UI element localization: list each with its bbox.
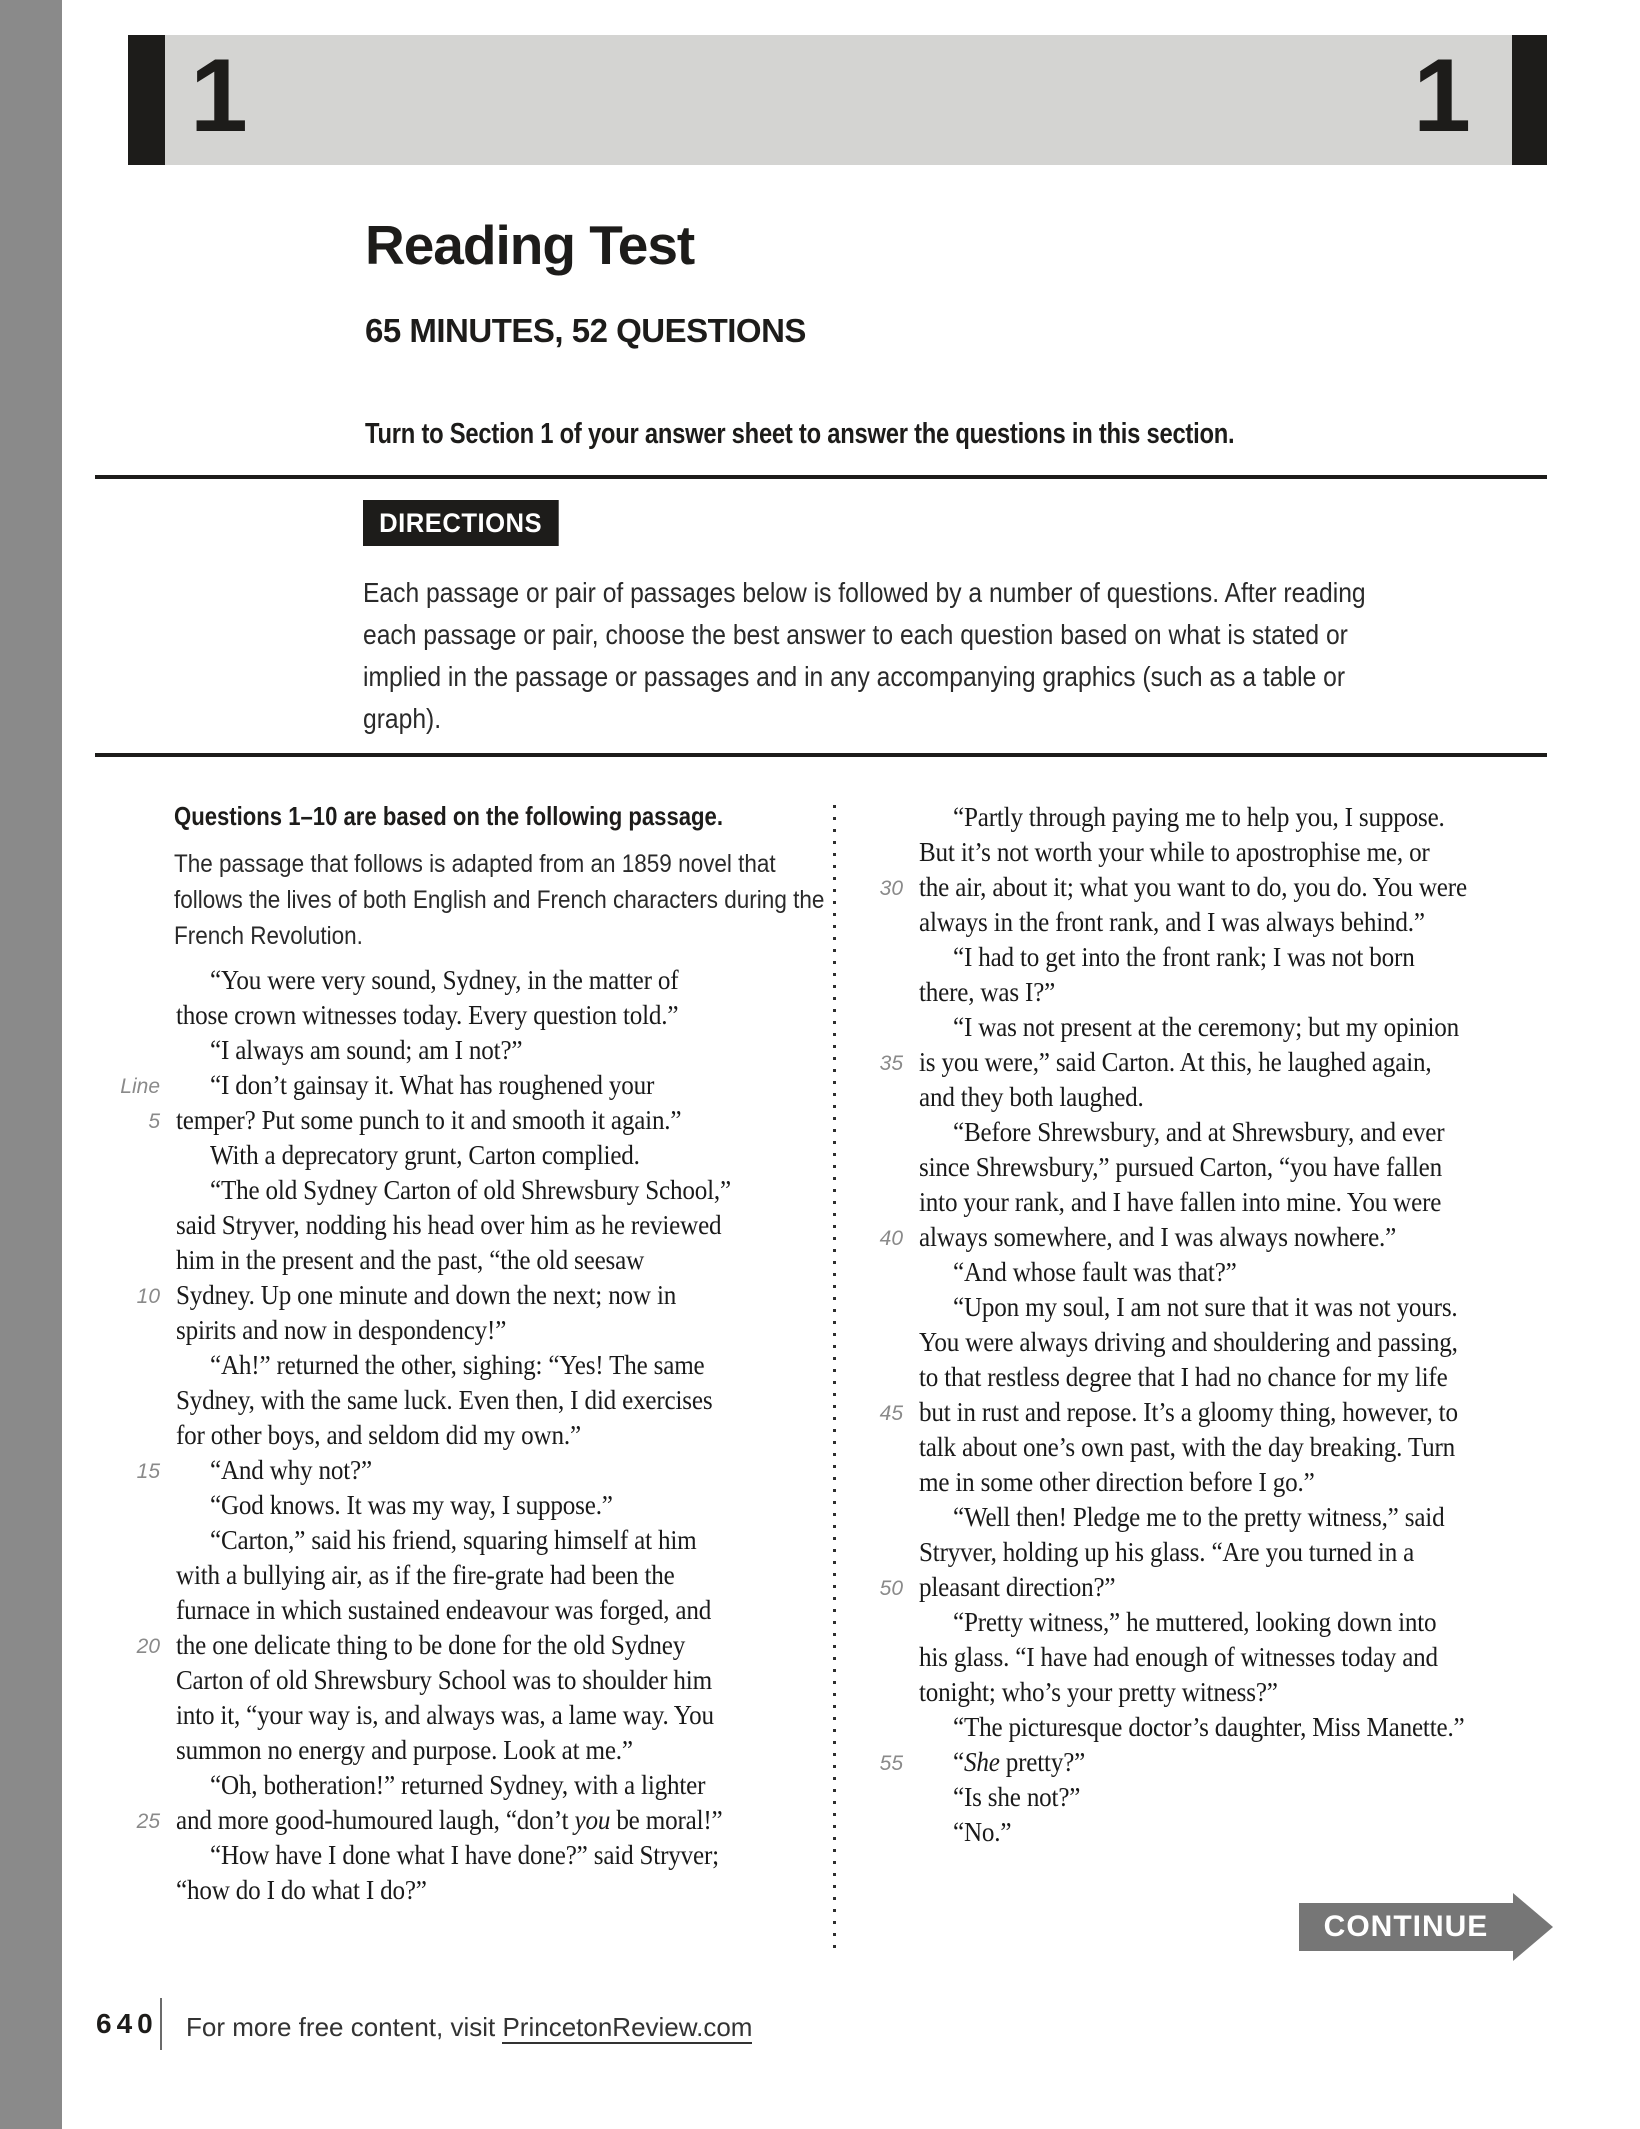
passage-line bbox=[176, 1558, 770, 1593]
header-bar-left bbox=[128, 35, 165, 165]
passage-line bbox=[176, 1348, 770, 1383]
passage-line-text: “Well then! Pledge me to the pretty witness,” said bbox=[953, 1502, 1445, 1532]
passage-line-text: “I was not present at the ceremony; but my opinion bbox=[953, 1012, 1460, 1042]
passage-line bbox=[176, 1173, 770, 1208]
passage-line-text: summon no energy and purpose. Look at me.” bbox=[176, 1735, 633, 1765]
passage-line bbox=[176, 1523, 770, 1558]
passage-line-text: and they both laughed. bbox=[919, 1082, 1144, 1112]
passage-line-text: his glass. “I have had enough of witnesses today and bbox=[919, 1642, 1438, 1672]
passage-line-text: Sydney. Up one minute and down the next; now in bbox=[176, 1280, 677, 1310]
passage-line bbox=[176, 1698, 770, 1733]
passage-heading: Questions 1–10 are based on the following passage. bbox=[174, 801, 723, 831]
passage-line bbox=[176, 1838, 770, 1873]
passage-line bbox=[879, 1395, 1508, 1430]
horizontal-rule-top bbox=[95, 475, 1547, 479]
header-bar-right bbox=[1512, 35, 1547, 165]
section-header-band bbox=[128, 35, 1547, 165]
passage-line bbox=[919, 1290, 1508, 1325]
passage-line-text: and more good-humoured laugh, “don’t you be moral!” bbox=[176, 1805, 723, 1835]
passage-line-text: since Shrewsbury,” pursued Carton, “you have fallen bbox=[919, 1152, 1443, 1182]
passage-line bbox=[879, 1220, 1508, 1255]
passage-line-text: “Carton,” said his friend, squaring himself at him bbox=[210, 1525, 697, 1555]
passage-line bbox=[176, 1873, 770, 1908]
passage-line-text: pleasant direction?” bbox=[919, 1572, 1116, 1602]
line-number: 35 bbox=[879, 1052, 903, 1075]
footer-divider bbox=[160, 1998, 162, 2050]
passage-column-left bbox=[120, 963, 770, 1908]
passage-line-text: Sydney, with the same luck. Even then, I did exercises bbox=[176, 1385, 713, 1415]
passage-line-text: “And whose fault was that?” bbox=[953, 1257, 1237, 1287]
passage-line-text: into it, “your way is, and always was, a lame way. You bbox=[176, 1700, 714, 1730]
footer-link[interactable]: PrincetonReview.com bbox=[502, 2012, 753, 2042]
passage-line-text: “Oh, botheration!” returned Sydney, with a lighter bbox=[210, 1770, 706, 1800]
line-number: 40 bbox=[879, 1227, 903, 1250]
passage-line bbox=[919, 1010, 1508, 1045]
passage-line-text: always in the front rank, and I was always behind.” bbox=[919, 907, 1425, 937]
passage-line-text: You were always driving and shouldering and passing, bbox=[919, 1327, 1458, 1357]
passage-line bbox=[176, 963, 770, 998]
passage-line bbox=[919, 1465, 1508, 1500]
section-number-right: 1 bbox=[1413, 37, 1469, 154]
line-number: 30 bbox=[879, 877, 903, 900]
passage-column-right bbox=[879, 800, 1508, 1850]
passage-line-text: “How have I done what I have done?” said Stryver; bbox=[210, 1840, 719, 1870]
passage-line-text: “No.” bbox=[953, 1817, 1012, 1847]
passage-line-text: “And why not?” bbox=[210, 1455, 372, 1485]
passage-line-text: the one delicate thing to be done for the old Sydney bbox=[176, 1630, 686, 1660]
page-number: 640 bbox=[96, 2008, 158, 2039]
passage-line bbox=[176, 1313, 770, 1348]
passage-line-text: tonight; who’s your pretty witness?” bbox=[919, 1677, 1278, 1707]
footer-text bbox=[186, 2012, 752, 2043]
passage-line bbox=[879, 1570, 1508, 1605]
passage-line bbox=[879, 1745, 1508, 1780]
passage-line-text: “The picturesque doctor’s daughter, Miss Manette.” bbox=[953, 1712, 1465, 1742]
passage-line-text: “I had to get into the front rank; I was not born bbox=[953, 942, 1415, 972]
passage-line-text: for other boys, and seldom did my own.” bbox=[176, 1420, 581, 1450]
passage-line bbox=[919, 1710, 1508, 1745]
line-number: 45 bbox=[879, 1402, 903, 1425]
passage-line-text: to that restless degree that I had no chance for my life bbox=[919, 1362, 1448, 1392]
passage-line bbox=[919, 800, 1508, 835]
passage-line-text: those crown witnesses today. Every question told.” bbox=[176, 1000, 679, 1030]
passage-line-text: But it’s not worth your while to apostrophise me, or bbox=[919, 837, 1430, 867]
passage-line bbox=[919, 835, 1508, 870]
passage-line bbox=[120, 1068, 770, 1103]
passage-line-text: but in rust and repose. It’s a gloomy thing, however, to bbox=[919, 1397, 1458, 1427]
passage-line bbox=[176, 1208, 770, 1243]
passage-line bbox=[919, 1255, 1508, 1290]
passage-line-text: “I always am sound; am I not?” bbox=[210, 1035, 523, 1065]
line-number: 50 bbox=[879, 1577, 903, 1600]
passage-line bbox=[148, 1103, 770, 1138]
passage-line-text: “Before Shrewsbury, and at Shrewsbury, and ever bbox=[953, 1117, 1445, 1147]
passage-line-text: “Upon my soul, I am not sure that it was not yours. bbox=[953, 1292, 1458, 1322]
passage-line-text: always somewhere, and I was always nowhere.” bbox=[919, 1222, 1397, 1252]
horizontal-rule-bottom bbox=[95, 753, 1547, 757]
passage-line bbox=[919, 1430, 1508, 1465]
footer-text-prefix: For more free content, visit bbox=[186, 2012, 503, 2042]
page-edge-strip bbox=[0, 0, 62, 2129]
passage-line-text: spirits and now in despondency!” bbox=[176, 1315, 507, 1345]
passage-line bbox=[176, 1488, 770, 1523]
passage-line bbox=[919, 905, 1508, 940]
passage-line-text: “Pretty witness,” he muttered, looking down into bbox=[953, 1607, 1437, 1637]
page-title: Reading Test bbox=[365, 214, 695, 276]
passage-line bbox=[919, 1675, 1508, 1710]
passage-line bbox=[919, 1500, 1508, 1535]
passage-line-text: “how do I do what I do?” bbox=[176, 1875, 427, 1905]
passage-line bbox=[919, 1185, 1508, 1220]
passage-line bbox=[919, 1815, 1508, 1850]
passage-line-text: temper? Put some punch to it and smooth it again.” bbox=[176, 1105, 682, 1135]
passage-line bbox=[919, 1150, 1508, 1185]
passage-line bbox=[919, 1605, 1508, 1640]
passage-line-text: Stryver, holding up his glass. “Are you turned in a bbox=[919, 1537, 1415, 1567]
passage-line-text: “She pretty?” bbox=[953, 1747, 1086, 1777]
passage-line bbox=[176, 1033, 770, 1068]
passage-line-text: the air, about it; what you want to do, you do. You were bbox=[919, 872, 1467, 902]
passage-line-text: With a deprecatory grunt, Carton complied. bbox=[210, 1140, 640, 1170]
section-number-left: 1 bbox=[190, 37, 246, 154]
passage-line-text: said Stryver, nodding his head over him as he reviewed bbox=[176, 1210, 722, 1240]
passage-line-text: into your rank, and I have fallen into mine. You were bbox=[919, 1187, 1442, 1217]
passage-line bbox=[176, 1418, 770, 1453]
passage-line-text: “I don’t gainsay it. What has roughened your bbox=[210, 1070, 655, 1100]
passage-line-text: “Partly through paying me to help you, I suppose. bbox=[953, 802, 1445, 832]
continue-button[interactable] bbox=[1299, 1903, 1513, 1951]
continue-arrow-icon bbox=[1513, 1893, 1553, 1961]
passage-line bbox=[176, 998, 770, 1033]
passage-line bbox=[919, 1325, 1508, 1360]
passage-line bbox=[919, 940, 1508, 975]
passage-line-text: him in the present and the past, “the old seesaw bbox=[176, 1245, 645, 1275]
passage-line bbox=[136, 1803, 770, 1838]
passage-line-text: “Ah!” returned the other, sighing: “Yes! The same bbox=[210, 1350, 705, 1380]
directions-label: DIRECTIONS bbox=[363, 500, 558, 546]
passage-line bbox=[919, 1115, 1508, 1150]
passage-line-text: Carton of old Shrewsbury School was to shoulder him bbox=[176, 1665, 712, 1695]
passage-line bbox=[176, 1383, 770, 1418]
passage-line bbox=[136, 1278, 770, 1313]
passage-line bbox=[879, 870, 1508, 905]
directions-text: Each passage or pair of passages below is followed by a number of questions. After reading each passage or pair, choose the best answer to each question based on what is stated or implied in the passage or passages and in any accompanying graphics (such as a table or graph). bbox=[363, 577, 1366, 734]
column-divider bbox=[833, 805, 836, 1948]
continue-label: CONTINUE bbox=[1323, 1910, 1489, 1943]
passage-line-text: me in some other direction before I go.” bbox=[919, 1467, 1315, 1497]
passage-line bbox=[919, 1640, 1508, 1675]
line-number: 55 bbox=[879, 1752, 903, 1775]
line-number: Line bbox=[120, 1075, 160, 1098]
passage-line bbox=[176, 1138, 770, 1173]
passage-line bbox=[919, 1080, 1508, 1115]
line-number: 25 bbox=[136, 1810, 160, 1833]
passage-line bbox=[919, 1780, 1508, 1815]
answer-sheet-instruction: Turn to Section 1 of your answer sheet to answer the questions in this section. bbox=[365, 418, 1235, 450]
passage-line-text: is you were,” said Carton. At this, he laughed again, bbox=[919, 1047, 1432, 1077]
passage-line bbox=[176, 1663, 770, 1698]
line-number: 15 bbox=[136, 1460, 160, 1483]
line-number: 20 bbox=[136, 1635, 160, 1658]
passage-line bbox=[176, 1768, 770, 1803]
passage-line bbox=[176, 1593, 770, 1628]
passage-line-text: furnace in which sustained endeavour was forged, and bbox=[176, 1595, 712, 1625]
passage-line bbox=[176, 1733, 770, 1768]
passage-line-text: “God knows. It was my way, I suppose.” bbox=[210, 1490, 613, 1520]
line-number: 5 bbox=[148, 1110, 160, 1133]
passage-intro: The passage that follows is adapted from an 1859 novel that follows the lives of both English and French characters during the French Revolution. bbox=[174, 850, 825, 950]
passage-line bbox=[176, 1243, 770, 1278]
passage-line-text: “The old Sydney Carton of old Shrewsbury School,” bbox=[210, 1175, 731, 1205]
passage-line-text: “Is she not?” bbox=[953, 1782, 1081, 1812]
passage-line-text: with a bullying air, as if the fire-grate had been the bbox=[176, 1560, 675, 1590]
test-duration-subtitle: 65 MINUTES, 52 QUESTIONS bbox=[365, 312, 806, 349]
passage-line-text: “You were very sound, Sydney, in the matter of bbox=[210, 965, 679, 995]
passage-line bbox=[136, 1628, 770, 1663]
passage-line-text: there, was I?” bbox=[919, 977, 1056, 1007]
passage-line bbox=[919, 1535, 1508, 1570]
passage-line bbox=[136, 1453, 770, 1488]
line-number: 10 bbox=[136, 1285, 160, 1308]
passage-line bbox=[879, 1045, 1508, 1080]
passage-line bbox=[919, 1360, 1508, 1395]
passage-line bbox=[919, 975, 1508, 1010]
passage-line-text: talk about one’s own past, with the day breaking. Turn bbox=[919, 1432, 1456, 1462]
